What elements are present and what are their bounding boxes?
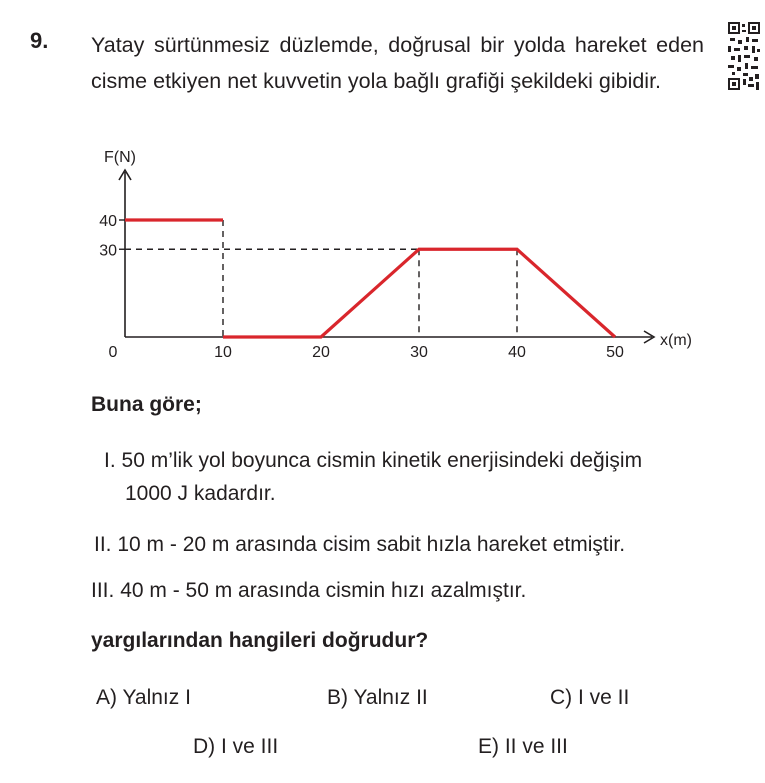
option-e[interactable]: E) II ve III (478, 735, 568, 758)
statement-text-cont: 1000 J kadardır. (125, 482, 276, 505)
question-number: 9. (30, 28, 49, 53)
option-a[interactable]: A) Yalnız I (96, 686, 191, 709)
statement-1 (104, 444, 642, 510)
statement-text: 40 m - 50 m arasında cismin hızı azalmıştır. (120, 579, 527, 602)
y-tick-label: 30 (99, 242, 117, 260)
chart-labels (99, 149, 692, 361)
statement-2 (94, 528, 625, 561)
x-axis-label: x(m) (660, 332, 692, 349)
statement-text: 50 m’lik yol boyunca cismin kinetik enerjisindeki değişim (121, 449, 643, 472)
dashed-guides (125, 220, 517, 337)
x-tick-label: 30 (410, 344, 428, 361)
statement-text: 10 m - 20 m arasında cisim sabit hızla hareket etmiştir. (117, 533, 626, 556)
question-prompt: yargılarından hangileri doğrudur? (91, 629, 429, 652)
statement-numeral: III. (91, 579, 115, 602)
x-tick-label: 50 (606, 344, 624, 361)
statement-numeral: I. (104, 449, 116, 472)
lead-in: Buna göre; (91, 393, 202, 416)
force-position-chart (0, 0, 765, 380)
chart-axes (119, 170, 654, 343)
x-tick-label: 10 (214, 344, 232, 361)
question-stem: Yatay sürtünmesiz düzlemde, doğrusal bir yolda hareket eden cisme etkiyen net kuvvetin yola bağlı grafiği şekildeki gibidir. (91, 33, 704, 93)
x-tick-label: 40 (508, 344, 526, 361)
statement-3 (91, 574, 526, 607)
chart-series (125, 220, 615, 337)
option-c[interactable]: C) I ve II (550, 686, 630, 709)
x-tick-label: 0 (108, 344, 118, 361)
option-b[interactable]: B) Yalnız II (327, 686, 428, 709)
y-tick-label: 40 (99, 213, 117, 230)
option-d[interactable]: D) I ve III (193, 735, 279, 758)
statement-numeral: II. (94, 533, 112, 556)
y-axis-label: F(N) (104, 149, 136, 166)
x-tick-label: 20 (312, 344, 330, 361)
